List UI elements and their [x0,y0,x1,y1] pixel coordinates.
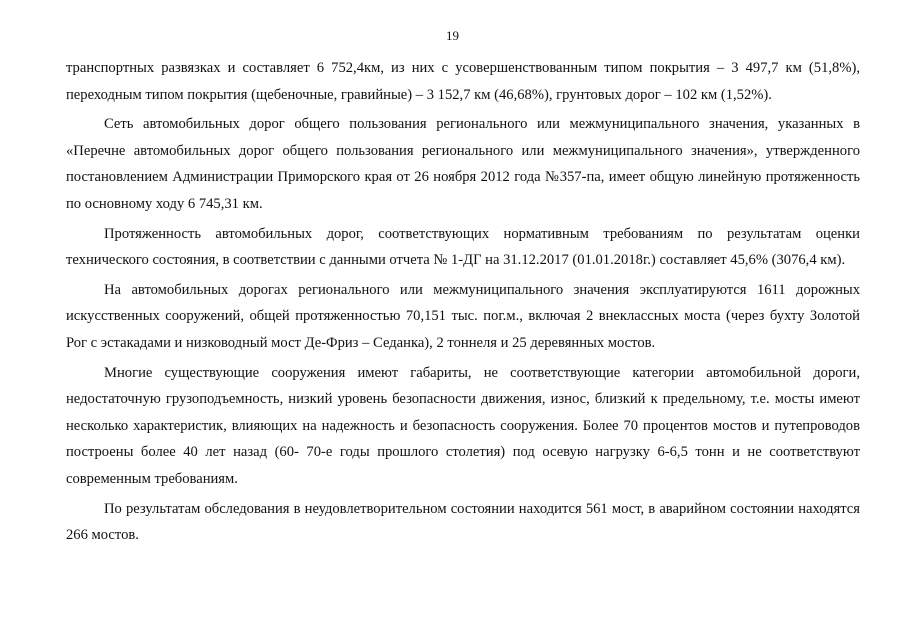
document-body [66,55,860,552]
paragraph-bridge-condition: По результатам обследования в неудовлетворительном состоянии находится 561 мост, в аварийном состоянии находятся 266 мостов. [66,500,860,544]
paragraph-regional-road-network: Сеть автомобильных дорог общего пользования регионального или межмуниципального значения, указанных в «Перечне автомобильных дорог общего пользования регионального или межмуниципального значения», утвержденного постановлением Администрации Приморского края от 26 ноября 2012 года №357-па, имеет общую линейную протяженность по основному ходу 6 745,31 км. [66,116,860,212]
paragraph-structure-deficiencies: Многие существующие сооружения имеют габариты, не соответствующие категории автомобильной дороги, недостаточную грузоподъемность, низкий уровень безопасности движения, износ, близкий к предельному, т.е. мосты имеют несколько характеристик, влияющих на надежность и безопасность сооружения. Более 70 процентов мостов и путепроводов построены более 40 лет назад (60- 70-е годы прошлого столетия) под осевую нагрузку 6-6,5 тонн и не соответствуют современным требованиям. [66,364,860,487]
page-number: 19 [446,28,459,43]
paragraph-road-surface-types: транспортных развязках и составляет 6 752,4км, из них с усовершенствованным типом покрытия – 3 497,7 км (51,8%), переходным типом покрытия (щебеночные, гравийные) – 3 152,7 км (46,68%), грунтовых дорог – 102 км (1,52%). [66,60,860,103]
paragraph-artificial-structures: На автомобильных дорогах регионального или межмуниципального значения эксплуатируются 1611 дорожных искусственных сооружений, общей протяженностью 70,151 тыс. пог.м., включая 2 внеклассных моста (через бухту Золотой Рог с эстакадами и низководный мост Де-Фриз – Седанка), 2 тоннеля и 25 деревянных мостов. [66,281,860,351]
paragraph-normative-compliance: Протяженность автомобильных дорог, соответствующих нормативным требованиям по результатам оценки технического состояния, в соответствии с данными отчета № 1-ДГ на 31.12.2017 (01.01.2018г.) составляет 45,6% (3076,4 км). [66,225,860,269]
